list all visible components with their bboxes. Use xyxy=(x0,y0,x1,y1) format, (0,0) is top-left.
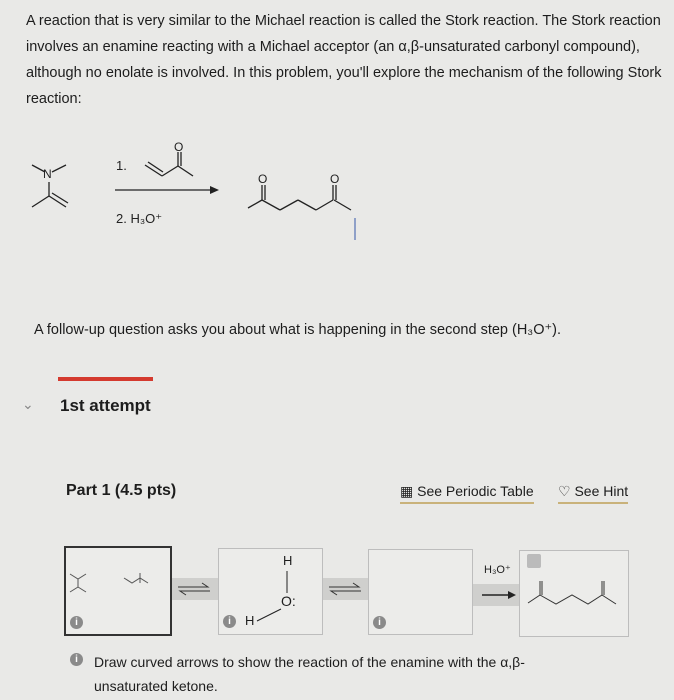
equilibrium-arrow xyxy=(170,578,218,600)
problem-intro: A reaction that is very similar to the Michael reaction is called the Stork reaction. The Stork reaction involves an enamine reacting with a Michael acceptor (an α,β-unsaturated carbonyl compound), although no enolate is involved. In this problem, you'll explore the mechanism of the following Stork reaction: xyxy=(26,13,662,107)
atom-o: O xyxy=(330,172,340,186)
see-hint-link[interactable] xyxy=(558,483,628,504)
instruction-text: Draw curved arrows to show the reaction of the enamine with the α,β-unsaturated ketone. xyxy=(94,654,525,694)
reactants-drawing xyxy=(66,548,170,608)
atom-n: N xyxy=(43,167,52,181)
hydrogen-left: H xyxy=(245,613,255,628)
see-hint-label: See Hint xyxy=(574,483,629,499)
mechanism-box-1[interactable] xyxy=(64,546,172,636)
see-periodic-table-link[interactable] xyxy=(400,483,534,504)
info-icon[interactable]: i xyxy=(70,616,83,629)
reaction-arrow xyxy=(472,584,519,606)
atom-o: O xyxy=(258,172,268,186)
step-2-label: 2. H₃O⁺ xyxy=(116,211,163,226)
periodic-table-icon: ▦ xyxy=(400,483,418,499)
oxygen-atom: O: xyxy=(281,593,296,609)
equilibrium-arrow xyxy=(323,578,368,600)
mechanism-box-2[interactable] xyxy=(218,548,323,635)
chevron-down-icon[interactable]: ⌄ xyxy=(22,396,34,412)
step-1-label: 1. xyxy=(116,158,127,173)
hydrogen-top: H xyxy=(283,553,293,568)
info-icon[interactable]: i xyxy=(373,616,386,629)
see-periodic-table-label: See Periodic Table xyxy=(417,483,534,499)
part-label: Part 1 (4.5 pts) xyxy=(66,482,177,499)
followup-text: A follow-up question asks you about what is happening in the second step (H₃O⁺). xyxy=(34,322,562,338)
reagent-label: H₃O⁺ xyxy=(484,564,511,576)
info-icon[interactable]: i xyxy=(70,653,83,666)
reaction-scheme xyxy=(0,130,380,260)
mechanism-box-3[interactable] xyxy=(368,549,473,635)
info-icon[interactable]: i xyxy=(223,615,236,628)
lock-icon xyxy=(527,554,541,568)
atom-o: O xyxy=(174,140,184,154)
attempt-label[interactable]: 1st attempt xyxy=(60,396,151,415)
progress-bar xyxy=(58,377,153,381)
lightbulb-icon: ♡ xyxy=(558,483,575,499)
